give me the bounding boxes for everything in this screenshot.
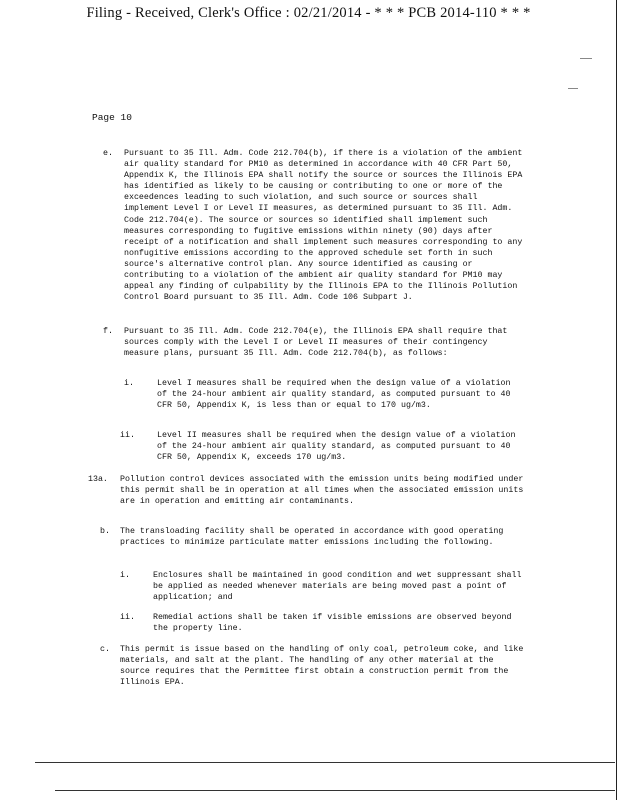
page-number: Page 10 [92,112,132,123]
item-f-ii-text: Level II measures shall be required when the design value of a violation of the 24-hour ambient air quality standard, as computed pursuant to 40 CFR 50, Appendix K, exceeds 170 ug/m3. [157,431,521,463]
item-b-label: b. [100,527,110,536]
item-e-label: e. [103,149,113,158]
item-f-ii-label: ii. [120,431,135,440]
item-f-label: f. [103,327,113,336]
item-13a-text: Pollution control devices associated with the emission units being modified under this permit shall be in operation at all times when the associated emission units are in operation and emitting air contaminants. [120,475,529,507]
item-c-label: c. [100,645,110,654]
bottom-rule-2 [55,790,615,791]
scan-mark [580,58,592,59]
item-f-i-text: Level I measures shall be required when the design value of a violation of the 24-hour ambient air quality standard, as computed pursuant to 40 CFR 50, Appendix K, is less than or equal to 170 ug/m3. [157,379,516,411]
item-f-text: Pursuant to 35 Ill. Adm. Code 212.704(e), the Illinois EPA shall require that sources comply with the Level I or Level II measures of their contingency measure plans, pursuant 35 Ill. Adm. Code 212.704(b), as follows: [124,327,513,359]
item-b-i-label: i. [120,571,130,580]
scan-mark [568,88,578,89]
item-c-text: This permit is issue based on the handling of only coal, petroleum coke, and like materials, and salt at the plant. The handling of any other material at the source requires that the Permittee first obtain a construction permit from the Illinois EPA. [120,645,529,688]
item-13a-label: 13a. [88,475,108,484]
item-b-ii-label: ii. [120,613,135,622]
item-b-ii-text: Remedial actions shall be taken if visible emissions are observed beyond the property line. [153,613,517,634]
bottom-rule [35,762,615,763]
item-f-i-label: i. [124,379,134,388]
filing-header: Filing - Received, Clerk's Office : 02/21/2014 - * * * PCB 2014-110 * * * [86,5,531,21]
item-b-text: The transloading facility shall be operated in accordance with good operating practices to minimize particulate matter emissions including the following. [120,527,509,548]
item-e-text: Pursuant to 35 Ill. Adm. Code 212.704(b), if there is a violation of the ambient air quality standard for PM10 as determined in accordance with 40 CFR Part 50, Appendix K, the Illinois EPA shall notify the source or sources the Illinois EPA has identified as likely to be causing or contributing to one or more of the exceedences leading to such violation, and such source or sources shall implement Level I or Level II measures, as determined pursuant to 35 Ill. Adm. Code 212.704(e). The source or sources so identified shall implement such measures corresponding to fugitive emissions within ninety (90) days after receipt of a notification and shall implement such measures corresponding to any nonfugitive emissions according to the approved schedule set forth in such source's alternative control plan. Any source identified as causing or contributing to a violation of the ambient air quality standard for PM10 may appeal any finding of culpability by the Illinois EPA to the Illinois Pollution Control Board pursuant to 35 Ill. Adm. Code 106 Subpart J. [124,149,528,303]
item-b-i-text: Enclosures shall be maintained in good condition and wet suppressant shall be applied as needed whenever materials are being moved past a point of application; and [153,571,527,603]
